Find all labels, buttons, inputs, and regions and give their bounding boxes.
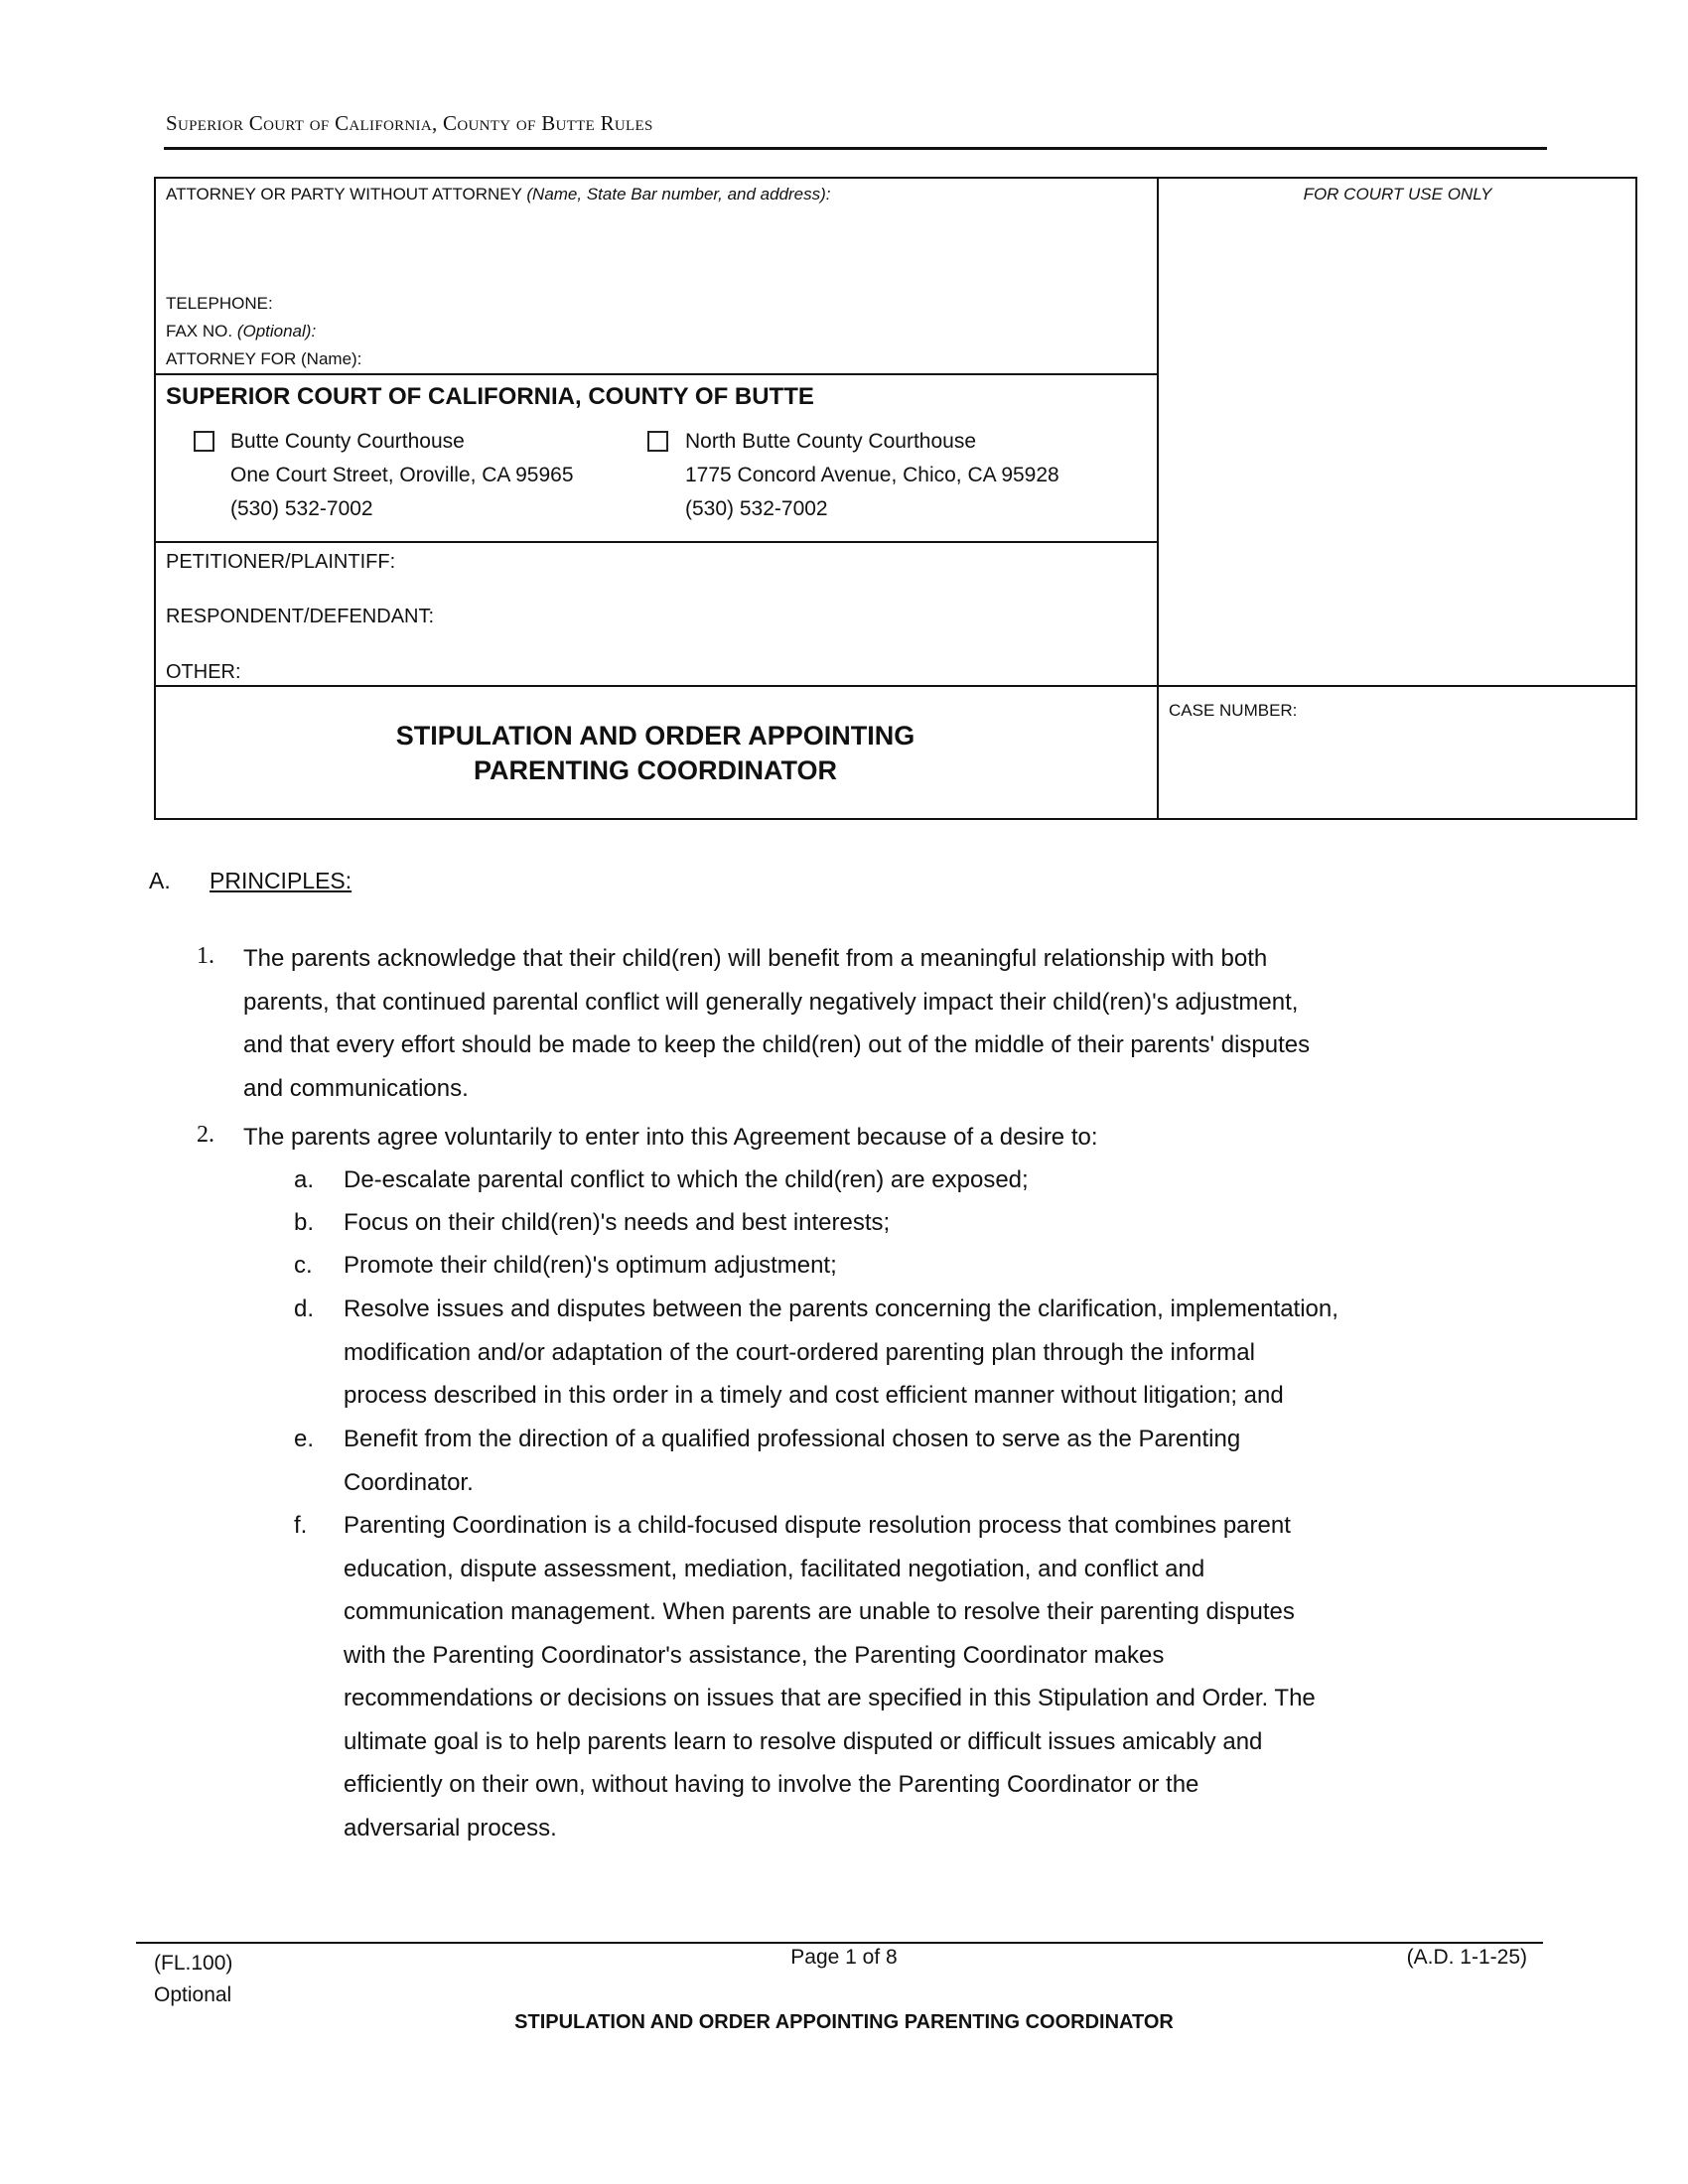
text-line: process described in this order in a timely and cost efficient manner without litigation; and <box>344 1382 1284 1409</box>
location-name: Butte County Courthouse <box>230 430 465 453</box>
location-butte-county <box>230 425 574 526</box>
text-line: education, dispute assessment, mediation, facilitated negotiation, and conflict and <box>344 1555 1205 1582</box>
location-phone: (530) 532-7002 <box>685 497 828 520</box>
sub-item-d-text <box>344 1288 1338 1418</box>
item-2-text <box>243 1116 1098 1160</box>
fax-label-text: FAX NO. <box>166 322 233 341</box>
item-number: 2. <box>197 1122 214 1148</box>
sub-item-letter-e: e. <box>294 1426 315 1452</box>
text-line: The parents acknowledge that their child(ren) will benefit from a meaningful relationship with both <box>243 945 1268 972</box>
sub-item-f-text <box>344 1504 1316 1849</box>
text-line: and that every effort should be made to keep the child(ren) out of the middle of their parents' disputes <box>243 1031 1311 1058</box>
caption-divider-parties <box>154 685 1637 687</box>
location-address: 1775 Concord Avenue, Chico, CA 95928 <box>685 464 1059 486</box>
text-line: parents, that continued parental conflict will generally negatively impact their child(ren)'s adjustment, <box>243 988 1299 1016</box>
footer-revision: (A.D. 1-1-25) <box>1406 1946 1527 1969</box>
location-name: North Butte County Courthouse <box>685 430 976 453</box>
attorney-label-text: ATTORNEY OR PARTY WITHOUT ATTORNEY <box>166 185 522 204</box>
caption-divider-attorney <box>154 373 1158 375</box>
sub-item-letter-c: c. <box>294 1252 313 1279</box>
location-phone: (530) 532-7002 <box>230 497 373 520</box>
form-title-line-2: PARENTING COORDINATOR <box>473 755 837 785</box>
text-line: Coordinator. <box>344 1468 474 1496</box>
checkbox-butte-county-courthouse[interactable] <box>194 431 214 452</box>
footer-form-status: Optional <box>154 1983 232 2006</box>
running-header: Superior Court of California, County of Butte Rules <box>166 111 653 135</box>
sub-item-letter-a: a. <box>294 1166 315 1193</box>
telephone-label: TELEPHONE: <box>166 294 273 313</box>
text-line: modification and/or adaptation of the court-ordered parenting plan through the informal <box>344 1338 1255 1366</box>
fax-label-hint: (Optional): <box>236 322 317 341</box>
sub-item-letter-f: f. <box>294 1512 308 1539</box>
sub-item-letter-b: b. <box>294 1209 315 1236</box>
court-name: SUPERIOR COURT OF CALIFORNIA, COUNTY OF BUTTE <box>166 383 814 410</box>
text-line: De-escalate parental conflict to which the child(ren) are exposed; <box>344 1166 1029 1193</box>
text-line: ultimate goal is to help parents learn to resolve disputed or difficult issues amicably and <box>344 1727 1263 1755</box>
section-a-title: PRINCIPLES: <box>210 868 352 893</box>
header-rule <box>164 147 1547 150</box>
footer-title: STIPULATION AND ORDER APPOINTING PARENTING COORDINATOR <box>514 2011 1174 2033</box>
item-number: 1. <box>197 943 214 969</box>
form-title <box>154 719 1157 788</box>
case-number-label: CASE NUMBER: <box>1169 701 1298 720</box>
sub-item-letter-d: d. <box>294 1296 315 1322</box>
other-label: OTHER: <box>166 661 241 683</box>
text-line: The parents agree voluntarily to enter into this Agreement because of a desire to: <box>243 1124 1098 1151</box>
caption-divider-court <box>154 541 1158 543</box>
attorney-for-label: ATTORNEY FOR (Name): <box>166 349 362 368</box>
fax-label <box>166 322 316 341</box>
sub-item-b-text <box>344 1201 890 1245</box>
location-address: One Court Street, Oroville, CA 95965 <box>230 464 574 486</box>
text-line: recommendations or decisions on issues that are specified in this Stipulation and Order. The <box>344 1685 1316 1711</box>
footer-page-number: Page 1 of 8 <box>790 1946 898 1969</box>
item-1-text <box>243 937 1310 1110</box>
respondent-label: RESPONDENT/DEFENDANT: <box>166 606 435 627</box>
sub-item-c-text <box>344 1244 837 1288</box>
text-line: Promote their child(ren)'s optimum adjustment; <box>344 1252 837 1279</box>
form-title-line-1: STIPULATION AND ORDER APPOINTING <box>395 721 915 751</box>
location-north-butte-county <box>685 425 1059 526</box>
text-line: efficiently on their own, without having to involve the Parenting Coordinator or the <box>344 1771 1199 1798</box>
sub-item-e-text <box>344 1418 1240 1504</box>
text-line: with the Parenting Coordinator's assistance, the Parenting Coordinator makes <box>344 1641 1165 1669</box>
court-use-only-label: FOR COURT USE ONLY <box>1303 185 1492 204</box>
footer-form-number: (FL.100) <box>154 1952 233 1975</box>
footer-rule <box>136 1942 1543 1944</box>
text-line: adversarial process. <box>344 1814 557 1842</box>
text-line: Parenting Coordination is a child-focused dispute resolution process that combines parent <box>344 1512 1291 1539</box>
petitioner-label: PETITIONER/PLAINTIFF: <box>166 551 396 573</box>
checkbox-north-butte-county-courthouse[interactable] <box>647 431 668 452</box>
text-line: communication management. When parents are unable to resolve their parenting disputes <box>344 1598 1295 1625</box>
text-line: and communications. <box>243 1074 469 1102</box>
text-line: Focus on their child(ren)'s needs and best interests; <box>344 1209 891 1236</box>
text-line: Resolve issues and disputes between the parents concerning the clarification, implementation, <box>344 1296 1338 1322</box>
text-line: Benefit from the direction of a qualified professional chosen to serve as the Parenting <box>344 1426 1241 1452</box>
attorney-label-hint: (Name, State Bar number, and address): <box>526 185 831 204</box>
sub-item-a-text <box>344 1159 1029 1202</box>
section-a-letter: A. <box>149 868 171 893</box>
attorney-label <box>166 185 831 205</box>
caption-vertical-divider <box>1157 177 1159 820</box>
